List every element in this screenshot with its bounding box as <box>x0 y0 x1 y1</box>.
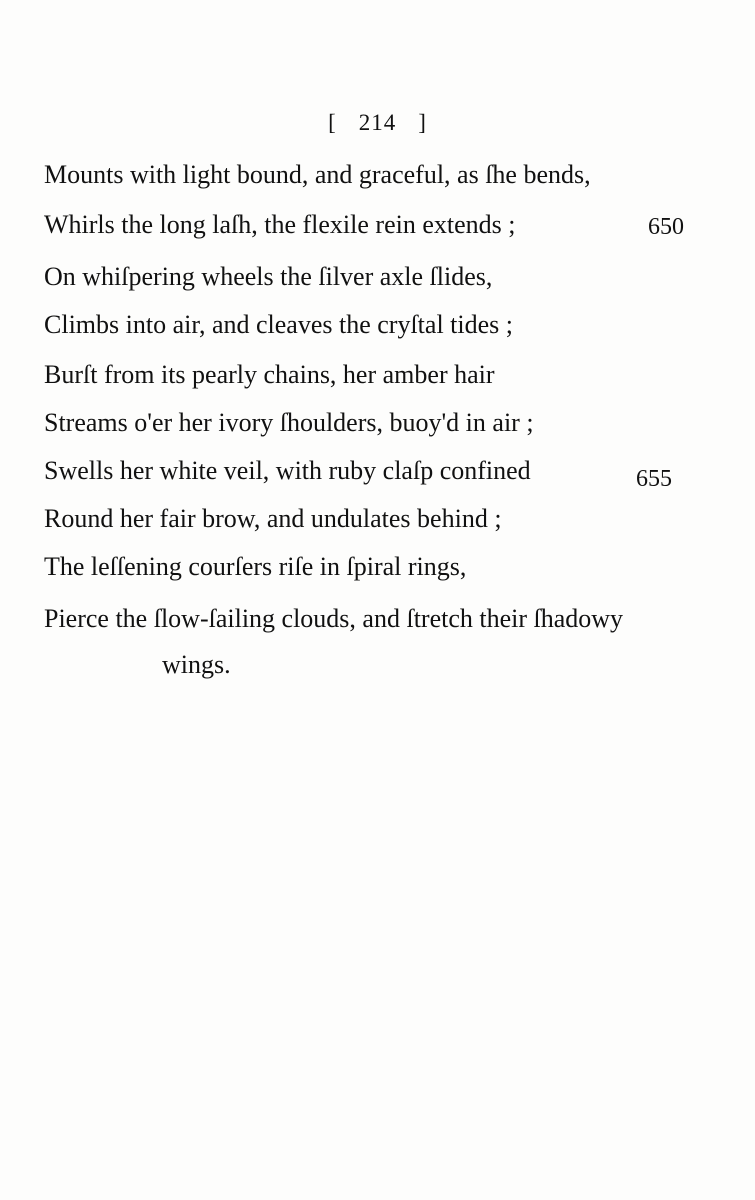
page-number <box>0 110 755 136</box>
verse-line-continuation: wings. <box>162 650 231 679</box>
verse-line: Climbs into air, and cleaves the cryſtal tides ; <box>44 310 514 339</box>
page-number-value: 214 <box>358 110 397 135</box>
line-number: 650 <box>648 214 684 240</box>
verse-line: Pierce the ſlow-ſailing clouds, and ſtretch their ſhadowy <box>44 604 624 633</box>
page-number-open-bracket: [ <box>328 110 337 135</box>
page-number-close-bracket: ] <box>418 110 427 135</box>
verse-line: Round her fair brow, and undulates behind ; <box>44 504 502 533</box>
verse-line: Mounts with light bound, and graceful, as ſhe bends, <box>44 160 591 189</box>
verse-line: On whiſpering wheels the ſilver axle ſlides, <box>44 262 493 291</box>
verse-line: Streams o'er her ivory ſhoulders, buoy'd in air ; <box>44 408 534 437</box>
verse-line: The leſſening courſers riſe in ſpiral rings, <box>44 552 467 581</box>
line-number: 655 <box>636 466 672 492</box>
verse-line: Whirls the long laſh, the flexile rein extends ; <box>44 210 516 239</box>
verse-line: Swells her white veil, with ruby claſp confined <box>44 456 531 485</box>
verse-line: Burſt from its pearly chains, her amber hair <box>44 360 495 389</box>
